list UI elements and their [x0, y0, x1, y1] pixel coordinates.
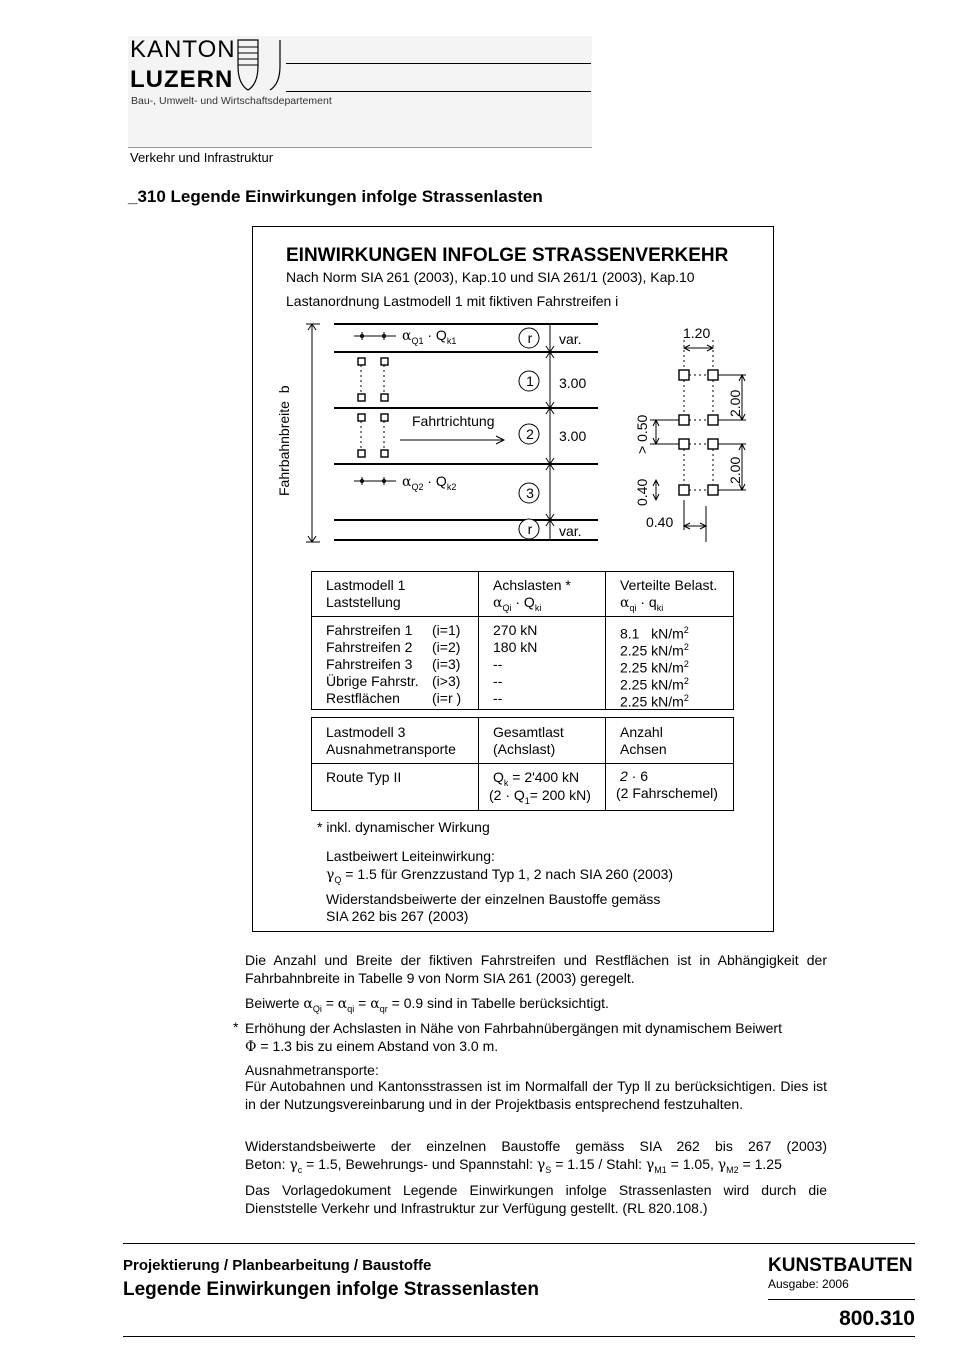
letterhead-rule-2 [286, 91, 591, 92]
footer-document-title: Legende Einwirkungen infolge Strassenlasten [123, 1279, 539, 1300]
body-paragraph-3: Erhöhung der Achslasten in Nähe von Fahrbahnübergängen mit dynamischem Beiwert Φ = 1.3 bis zu einem Abstand von 3.0 m. [245, 1020, 782, 1055]
lane-width-r-top: var. [559, 331, 582, 347]
footer-bottom-rule [123, 1336, 915, 1337]
body-paragraph-1: Die Anzahl und Breite der fiktiven Fahrstreifen und Restflächen ist in Abhängigkeit der Fahrbahnbreite in Tabelle 9 von Norm SIA 261 (2003) geregelt. [245, 952, 827, 986]
footer-document-number: 800.310 [839, 1307, 915, 1330]
t1-head-c3b: $\alpha_{qi} \cdot q_{ki}$ [620, 594, 664, 613]
figure-arrangement: Lastanordnung Lastmodell 1 mit fiktiven Fahrstreifen i [286, 293, 619, 309]
lane-marker-1: 1 [526, 373, 534, 389]
t1-head-c3a: Verteilte Belast. [620, 577, 718, 593]
t2-count: 2 · 6 [620, 768, 649, 784]
lane-marker-2: 2 [526, 426, 534, 442]
wheel-spacing-dim-2: 2.00 [727, 456, 743, 484]
t2-total: $Q_k = 2'400$ kN [493, 769, 580, 788]
t2-route: Route Typ II [326, 769, 402, 785]
coat-of-arms-icon [236, 38, 286, 94]
t1-row4-idx: (i>3) [432, 673, 461, 689]
body-paragraph-3-star: * [233, 1019, 239, 1035]
guidance-text: $\gamma_Q = 1.5$ für Grenzzustand Typ 1, 2 nach SIA 260 (2003) [326, 866, 674, 885]
division-name: Verkehr und Infrastruktur [130, 150, 274, 165]
section-title: _310 Legende Einwirkungen infolge Strassenlasten [128, 187, 543, 206]
lane-marker-r-top: r [527, 330, 533, 346]
travel-direction-label: Fahrtrichtung [412, 413, 495, 429]
edge-horizontal-dim: 0.40 [646, 514, 674, 530]
t1-row1-dist: 8.1 $kN/m^2$ [620, 625, 689, 642]
t2-head-c3a: Anzahl [620, 724, 663, 740]
t1-row3-lane: Fahrstreifen 3 [326, 656, 413, 672]
t1-row4-dist: 2.25 $kN/m^2$ [620, 676, 689, 693]
t1-row2-dist: 2.25 $kN/m^2$ [620, 642, 689, 659]
edge-vertical-dim: 0.40 [634, 478, 650, 506]
resistance-note-2: SIA 262 bis 267 (2003) [326, 908, 469, 924]
footer-subject: Projektierung / Planbearbeitung / Baustoffe [123, 1257, 432, 1274]
t1-row4-lane: Übrige Fahrstr. [326, 673, 419, 689]
t1-row5-lane: Restflächen [326, 690, 400, 706]
load-label-lane2: $\alpha_{Q2} \cdot Q_{k2}$ [402, 473, 457, 492]
table1-divider-2 [605, 571, 606, 709]
t2-head-c3b: Achsen [620, 741, 667, 757]
t1-row1-axle: 270 kN [493, 622, 538, 638]
body-paragraph-6: Das Vorlagedokument Legende Einwirkungen infolge Strassenlasten wird durch die Dienststelle Verkehr und Infrastruktur zur Verfügung gestellt. (RL 820.108.) [245, 1182, 827, 1216]
letterhead-bottom-rule [128, 147, 592, 148]
carriageway-width-label: Fahrbahnbreite b [276, 385, 292, 496]
lane-width-r-bottom: var. [559, 523, 582, 539]
footer-category: KUNSTBAUTEN [768, 1255, 913, 1276]
t1-row1-lane: Fahrstreifen 1 [326, 622, 413, 638]
dynamic-note: * inkl. dynamischer Wirkung [317, 819, 490, 835]
lane-marker-r-bottom: r [527, 521, 533, 537]
t1-row3-dist: 2.25 $kN/m^2$ [620, 659, 689, 676]
t1-row3-axle: -- [493, 656, 503, 672]
t1-row4-axle: -- [493, 673, 503, 689]
t2-head-c1b: Ausnahmetransporte [326, 741, 456, 757]
body-paragraph-5-values: Beton: $\gamma_c = 1.5$, Bewehrungs- und Spannstahl: $\gamma_S = 1.15$ / Stahl: $\gamma_{M1} = 1.05$, $\gamma_{M2} = 1.25$ [245, 1156, 782, 1175]
t1-row3-idx: (i=3) [432, 656, 461, 672]
guidance-title: Lastbeiwert Leiteinwirkung: [326, 848, 495, 864]
load-label-lane1: $\alpha_{Q1} \cdot Q_{k1}$ [402, 327, 457, 346]
table2-head-rule [311, 763, 733, 764]
t2-head-c2b: (Achslast) [493, 741, 556, 757]
logo-kanton: KANTON [130, 36, 236, 63]
body-paragraph-2: Beiwerte $\alpha_{Qi} = \alpha_{qi} = \alpha_{qr} = 0.9$ sind in Tabelle berücksichtigt. [245, 995, 609, 1014]
t1-row2-lane: Fahrstreifen 2 [326, 639, 413, 655]
t1-head-c2a: Achslasten * [493, 577, 571, 593]
t2-head-c1a: Lastmodell 3 [326, 724, 406, 740]
t2-axle: ($2 \cdot Q_1= 200$ kN) [489, 787, 591, 806]
load-arrangement-diagram [280, 316, 760, 556]
t1-row2-idx: (i=2) [432, 639, 461, 655]
resistance-note-1: Widerstandsbeiwerte der einzelnen Baustoffe gemäss [326, 891, 661, 907]
logo-luzern: LUZERN [130, 66, 234, 93]
t1-head-c2b: $\alpha_{Qi} \cdot Q_{ki}$ [493, 594, 542, 613]
t1-row1-idx: (i=1) [432, 622, 461, 638]
figure-title: EINWIRKUNGEN INFOLGE STRASSENVERKEHR [286, 245, 729, 266]
table1-divider-1 [478, 571, 479, 709]
footer-top-rule [123, 1243, 915, 1244]
t1-head-c1a: Lastmodell 1 [326, 577, 406, 593]
t2-count-note: (2 Fahrschemel) [616, 785, 718, 801]
min-distance-dim: > 0.50 [634, 414, 650, 454]
body-paragraph-5: Widerstandsbeiwerte der einzelnen Baustoffe gemäss SIA 262 bis 267 (2003) [245, 1138, 827, 1154]
t2-head-c2a: Gesamtlast [493, 724, 564, 740]
t1-row2-axle: 180 kN [493, 639, 538, 655]
lane-marker-3: 3 [526, 485, 534, 501]
letterhead-rule-1 [286, 63, 591, 64]
t1-row5-dist: 2.25 $kN/m^2$ [620, 693, 689, 710]
department-name: Bau-, Umwelt- und Wirtschaftsdepartement [131, 95, 332, 107]
body-paragraph-4-title: Ausnahmetransporte: [245, 1062, 379, 1078]
lane-width-1: 3.00 [559, 375, 587, 391]
axle-spacing-dim: 1.20 [683, 325, 711, 341]
wheel-spacing-dim-1: 2.00 [727, 389, 743, 417]
footer-edition: Ausgabe: 2006 [768, 1277, 849, 1291]
t1-row5-idx: (i=r ) [432, 690, 462, 706]
t1-head-c1b: Laststellung [326, 594, 401, 610]
t1-row5-axle: -- [493, 690, 503, 706]
body-paragraph-4: Für Autobahnen und Kantonsstrassen ist im Normalfall der Typ ll zu berücksichtigen. Dies ist in der Nutzungsvereinbarung und in der Projektbasis entsprechend festzuhalten. [245, 1078, 827, 1112]
lane-width-2: 3.00 [559, 428, 587, 444]
figure-norm: Nach Norm SIA 261 (2003), Kap.10 und SIA 261/1 (2003), Kap.10 [286, 269, 695, 285]
footer-number-rule [768, 1299, 915, 1300]
